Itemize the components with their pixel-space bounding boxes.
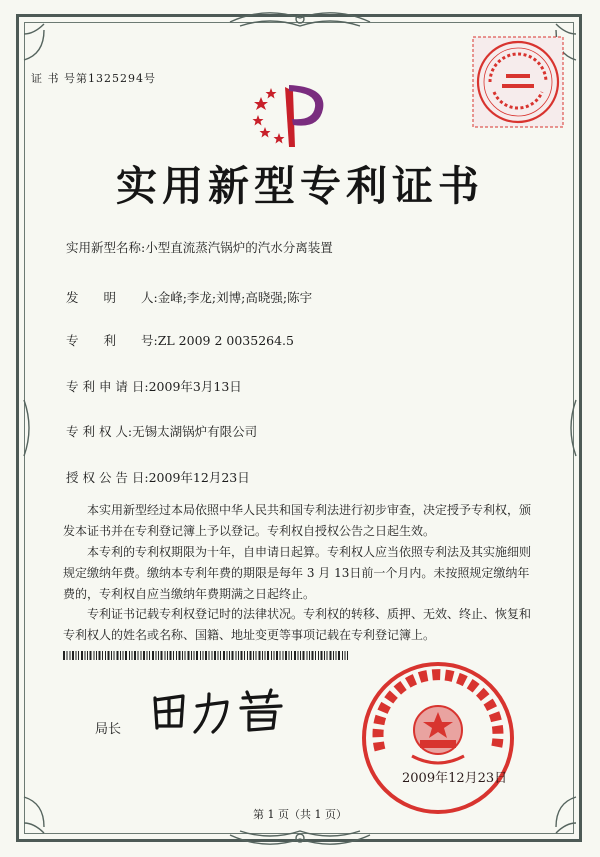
field-utility-model-name	[66, 238, 333, 256]
field-value: 2009年3月13日	[148, 379, 242, 394]
field-inventors	[66, 288, 312, 306]
field-label: 专 利 号:	[66, 333, 158, 348]
field-filing-date	[66, 377, 242, 395]
field-value: 2009年12月23日	[148, 470, 250, 485]
field-value: 无锡太湖锅炉有限公司	[132, 424, 258, 439]
paragraph-term: 本专利的专利权期限为十年，自申请日起算。专利权人应当依照专利法及其实施细则规定缴纳年费。缴纳本专利年费的期限是每年 3 月 13日前一个月内。未按照规定缴纳年费的，专利权自应当缴纳年费期满之日起终止。	[63, 545, 532, 601]
director-label: 局长	[95, 722, 122, 737]
field-label: 专 利 申 请 日:	[66, 379, 149, 394]
field-label: 实用新型名称:	[66, 240, 146, 255]
field-value: ZL 2009 2 0035264.5	[157, 333, 294, 348]
field-value: 小型直流蒸汽锅炉的汽水分离装置	[145, 240, 333, 255]
field-patent-no	[66, 331, 294, 349]
field-grant-date	[66, 468, 250, 486]
tax-stamp-icon	[470, 34, 566, 130]
paragraph-legal-status: 专利证书记载专利权登记时的法律状况。专利权的转移、质押、无效、终止、恢复和专利权人的姓名或名称、国籍、地址变更等事项记载在专利登记簿上。	[63, 607, 532, 642]
page-title: 实用新型专利证书	[116, 162, 484, 210]
sipo-logo-icon	[249, 75, 329, 155]
paragraph-grant: 本实用新型经过本局依照中华人民共和国专利法进行初步审查，决定授予专利权，颁发本证书并在专利登记簿上予以登记。专利权自授权公告之日起生效。	[63, 503, 532, 538]
barcode-icon	[63, 651, 348, 660]
director-signature-icon	[145, 688, 295, 736]
field-patentee	[66, 422, 257, 440]
field-label: 授 权 公 告 日:	[66, 470, 149, 485]
official-seal-icon	[358, 658, 518, 818]
seal-date: 2009年12月23日	[402, 771, 508, 786]
certificate-number: 证 书 号第1325294号	[31, 72, 156, 85]
field-value: 金峰;李龙;刘博;高晓强;陈宇	[157, 290, 313, 305]
field-label: 发 明 人:	[66, 290, 158, 305]
field-label: 专 利 权 人:	[66, 424, 133, 439]
page-number: 第 1 页（共 1 页）	[253, 808, 347, 821]
